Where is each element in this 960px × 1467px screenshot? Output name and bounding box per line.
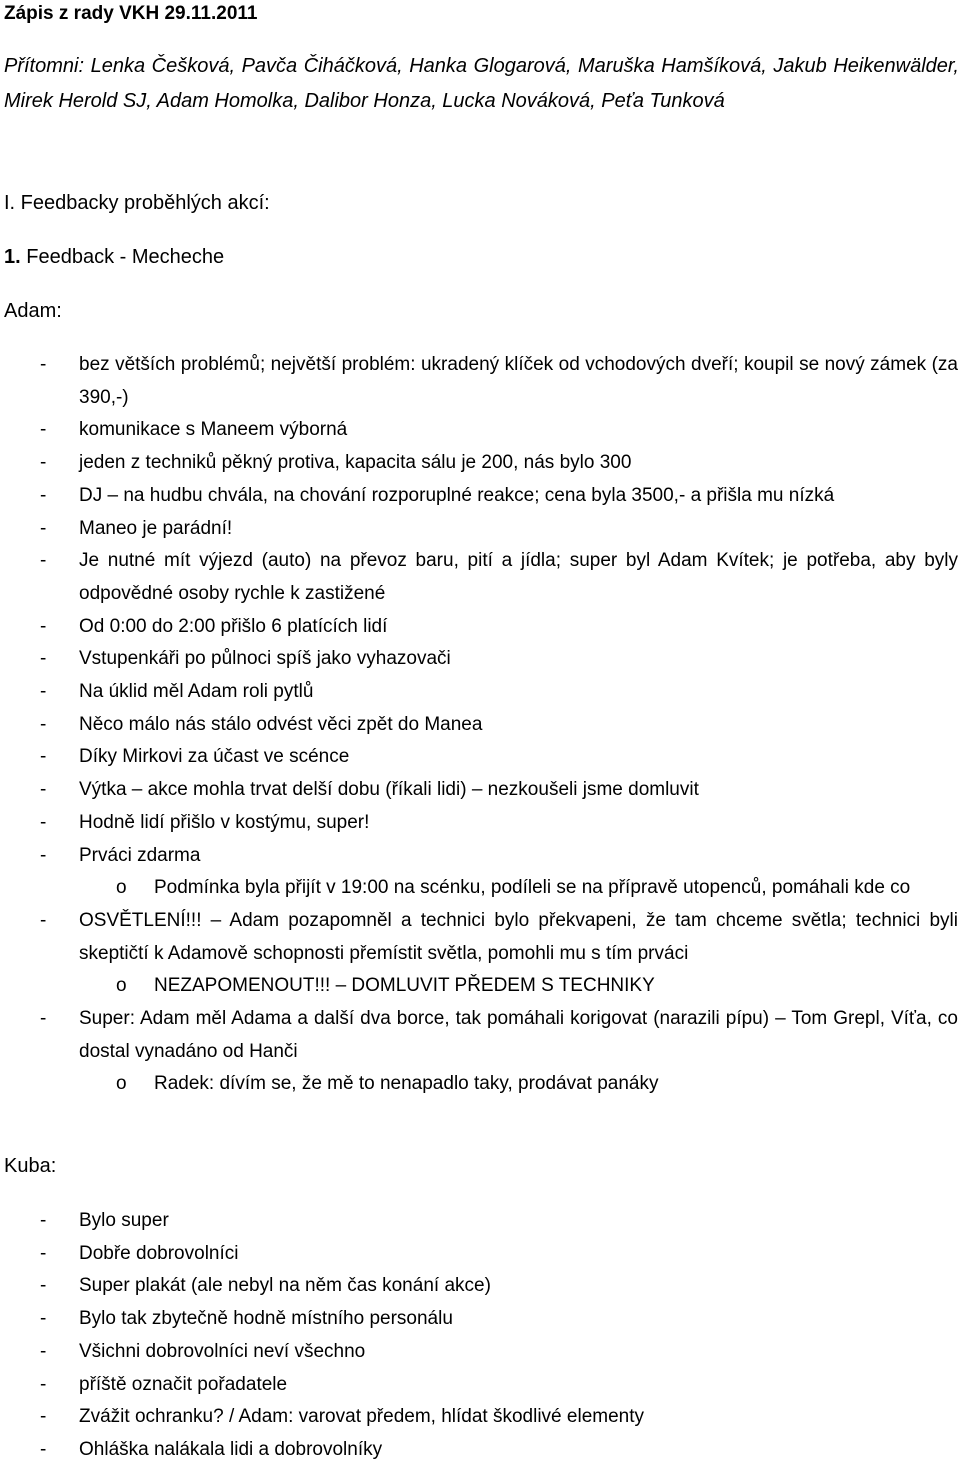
dash-bullet: -: [40, 1438, 47, 1460]
list-item-text: Něco málo nás stálo odvést věci zpět do Manea: [79, 713, 483, 735]
list-item-text: OSVĚTLENÍ!!! – Adam pozapomněl a technici bylo překvapeni, že tam chceme světla; technici byli skeptičtí k Adamově schopnosti přemístit světla, pomohli mu s tím prváci: [79, 909, 958, 964]
sub-list-item-text: NEZAPOMENOUT!!! – DOMLUVIT PŘEDEM S TECHNIKY: [154, 975, 655, 997]
list-item-text: komunikace s Maneem výborná: [79, 419, 348, 441]
sub-list-item: [0, 872, 960, 905]
list-item: [0, 480, 960, 513]
list-item-text: jeden z techniků pěkný protiva, kapacita sálu je 200, nás bylo 300: [79, 452, 632, 474]
dash-bullet: -: [40, 1210, 47, 1231]
dash-bullet: -: [40, 909, 47, 931]
dash-bullet: -: [40, 452, 47, 474]
list-item-text: Na úklid měl Adam roli pytlů: [79, 681, 314, 703]
list-item-text: Od 0:00 do 2:00 přišlo 6 platících lidí: [79, 615, 388, 637]
list-item: [0, 611, 960, 644]
list-item-text: Výtka – akce mohla trvat delší dobu (říkali lidi) – nezkoušeli jsme domluvit: [79, 779, 699, 801]
dash-bullet: -: [40, 746, 47, 768]
list-item: [0, 1401, 960, 1434]
list-item: [0, 741, 960, 774]
speaker-label-adam: Adam:: [4, 300, 62, 322]
list-item-text: příště označit pořadatele: [79, 1373, 288, 1395]
dash-bullet: -: [40, 517, 47, 539]
list-item: [0, 807, 960, 840]
dash-bullet: -: [40, 550, 47, 572]
dash-bullet: -: [40, 713, 47, 735]
sub-list-item: [0, 1068, 960, 1101]
list-item: [0, 1003, 960, 1068]
dash-bullet: -: [40, 1008, 47, 1030]
list-item-text: Zvážit ochranku? / Adam: varovat předem, hlídat škodlivé elementy: [79, 1406, 644, 1428]
list-item: [0, 1336, 960, 1369]
dash-bullet: -: [40, 648, 47, 670]
list-item-text: Hodně lidí přišlo v kostýmu, super!: [79, 811, 370, 833]
circle-bullet: o: [116, 1073, 127, 1095]
dash-bullet: -: [40, 811, 47, 833]
list-item-text: Super plakát (ale nebyl na něm čas konání akce): [79, 1275, 491, 1297]
list-item: [0, 643, 960, 676]
dash-bullet: -: [40, 484, 47, 506]
dash-bullet: -: [40, 354, 47, 375]
list-item: [0, 349, 960, 414]
subsection-number: 1.: [4, 246, 21, 268]
dash-bullet: -: [40, 681, 47, 703]
dash-bullet: -: [40, 1275, 47, 1297]
circle-bullet: o: [116, 877, 127, 899]
list-item-text: Vstupenkáři po půlnoci spíš jako vyhazovači: [79, 648, 451, 670]
list-item: [0, 1205, 960, 1238]
dash-bullet: -: [40, 1308, 47, 1330]
list-item-text: Maneo je parádní!: [79, 517, 233, 539]
dash-bullet: -: [40, 779, 47, 801]
list-item: [0, 774, 960, 807]
list-item-text: bez větších problémů; největší problém: ukradený klíček od vchodových dveří; koupil se nový zámek (za 390,-): [79, 354, 958, 408]
list-item-text: Bylo tak zbytečně hodně místního personálu: [79, 1308, 453, 1330]
sub-list-item-text: Radek: dívím se, že mě to nenapadlo taky, prodávat panáky: [154, 1073, 659, 1095]
speaker-label-kuba: Kuba:: [4, 1155, 57, 1177]
dash-bullet: -: [40, 1242, 47, 1264]
subsection-heading: [4, 242, 224, 272]
document-title: Zápis z rady VKH 29.11.2011: [4, 3, 258, 24]
list-item: [0, 905, 960, 970]
list-item: [0, 414, 960, 447]
list-item: [0, 1369, 960, 1402]
dash-bullet: -: [40, 1373, 47, 1395]
list-item: [0, 709, 960, 742]
dash-bullet: -: [40, 1406, 47, 1428]
adam-feedback-list: [0, 349, 960, 1101]
list-item-text: Je nutné mít výjezd (auto) na převoz baru, pití a jídla; super byl Adam Kvítek; je potřeba, aby byly odpovědné osoby rychle k zastižené: [79, 550, 958, 604]
dash-bullet: -: [40, 844, 47, 866]
list-item-text: Všichni dobrovolníci neví všechno: [79, 1340, 366, 1362]
attendees-paragraph: Přítomni: Lenka Češková, Pavča Čiháčková, Hanka Glogarová, Maruška Hamšíková, Jakub Heikenwälder, Mirek Herold SJ, Adam Homolka, Dalibor Honza, Lucka Nováková, Peťa Tunková: [4, 55, 959, 112]
list-item-text: Prváci zdarma: [79, 844, 201, 866]
list-item-text: Dobře dobrovolníci: [79, 1242, 239, 1264]
list-item-text: Díky Mirkovi za účast ve scénce: [79, 746, 350, 768]
sub-list-item: [0, 970, 960, 1003]
sub-list-item-text: Podmínka byla přijít v 19:00 na scénku, podíleli se na přípravě utopenců, pomáhali kde co: [154, 877, 911, 899]
dash-bullet: -: [40, 615, 47, 637]
list-item: [0, 676, 960, 709]
dash-bullet: -: [40, 419, 47, 441]
list-item-text: Bylo super: [79, 1210, 169, 1231]
list-item: [0, 1270, 960, 1303]
list-item: [0, 545, 960, 610]
list-item: [0, 840, 960, 873]
list-item-text: Super: Adam měl Adama a další dva borce, tak pomáhali korigovat (narazili pípu) – Tom Grepl, Víťa, co dostal vynadáno od Hanči: [79, 1008, 958, 1062]
list-item: [0, 513, 960, 546]
list-item-text: Ohláška nalákala lidi a dobrovolníky: [79, 1438, 383, 1460]
section-heading: I. Feedbacky proběhlých akcí:: [4, 192, 270, 214]
kuba-feedback-list: [0, 1205, 960, 1467]
list-item: [0, 447, 960, 480]
circle-bullet: o: [116, 975, 127, 997]
dash-bullet: -: [40, 1340, 47, 1362]
list-item-text: DJ – na hudbu chvála, na chování rozporuplné reakce; cena byla 3500,- a přišla mu nízká: [79, 484, 835, 506]
list-item: [0, 1238, 960, 1271]
subsection-title: Feedback - Mecheche: [26, 246, 225, 268]
list-item: [0, 1303, 960, 1336]
